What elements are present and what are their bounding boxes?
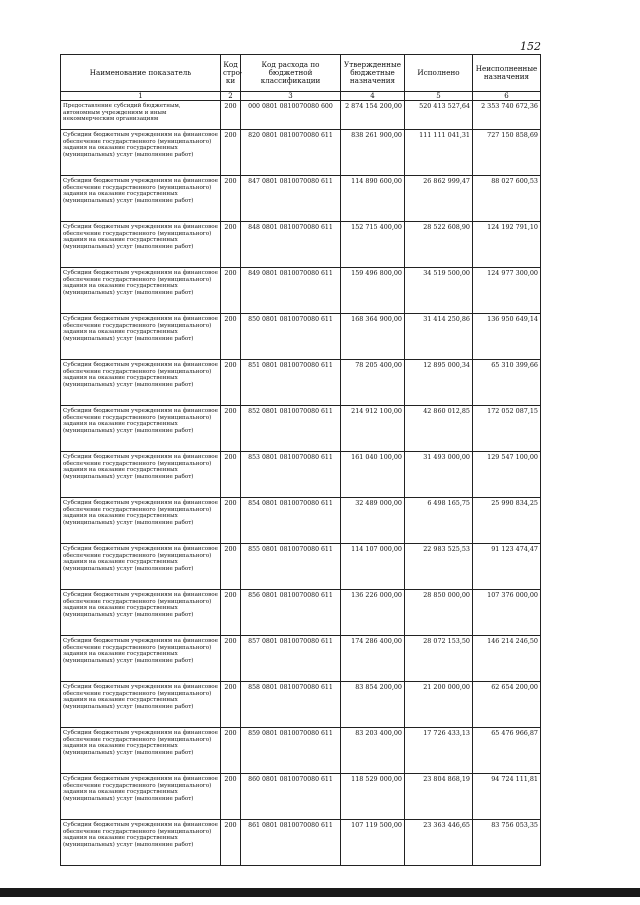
- table-row: [61, 820, 541, 866]
- row-name: Субсидии бюджетным учреждениям на финансовое обеспечение государственного (муниципального) задания на оказание государственных (муниципальных) услуг (выполнение работ): [61, 314, 221, 360]
- header-approved: Утвержденные бюджетные назначения: [341, 55, 405, 92]
- row-executed: 31 493 000,00: [405, 452, 473, 498]
- row-unexecuted: 172 052 087,15: [473, 406, 541, 452]
- row-executed: 17 726 433,13: [405, 728, 473, 774]
- row-name: Субсидии бюджетным учреждениям на финансовое обеспечение государственного (муниципального) задания на оказание государственных (муниципальных) услуг (выполнение работ): [61, 222, 221, 268]
- header-unexecuted: Неисполненные назначения: [473, 55, 541, 92]
- row-expense-code: 848 0801 0810070080 611: [241, 222, 341, 268]
- row-approved: 83 203 400,00: [341, 728, 405, 774]
- row-unexecuted: 2 353 740 672,36: [473, 101, 541, 130]
- footer-bar: [0, 888, 640, 897]
- row-line-code: 200: [221, 130, 241, 176]
- table-header-row: [61, 55, 541, 92]
- row-expense-code: 854 0801 0810070080 611: [241, 498, 341, 544]
- column-number: 6: [473, 92, 541, 101]
- row-executed: 28 522 608,90: [405, 222, 473, 268]
- column-number: 1: [61, 92, 221, 101]
- row-unexecuted: 62 654 200,00: [473, 682, 541, 728]
- row-executed: 34 519 500,00: [405, 268, 473, 314]
- row-name: Предоставление субсидий бюджетным, автономным учреждениям и иным некоммерческим организациям: [61, 101, 221, 130]
- table-row: [61, 101, 541, 130]
- table-row: [61, 222, 541, 268]
- row-line-code: 200: [221, 176, 241, 222]
- row-executed: 31 414 250,86: [405, 314, 473, 360]
- table-row: [61, 498, 541, 544]
- row-name: Субсидии бюджетным учреждениям на финансовое обеспечение государственного (муниципального) задания на оказание государственных (муниципальных) услуг (выполнение работ): [61, 130, 221, 176]
- row-expense-code: 847 0801 0810070080 611: [241, 176, 341, 222]
- row-executed: 26 862 999,47: [405, 176, 473, 222]
- row-unexecuted: 124 977 300,00: [473, 268, 541, 314]
- row-expense-code: 856 0801 0810070080 611: [241, 590, 341, 636]
- column-number: 4: [341, 92, 405, 101]
- row-expense-code: 851 0801 0810070080 611: [241, 360, 341, 406]
- row-approved: 161 040 100,00: [341, 452, 405, 498]
- row-approved: 136 226 000,00: [341, 590, 405, 636]
- row-line-code: 200: [221, 360, 241, 406]
- row-line-code: 200: [221, 590, 241, 636]
- row-approved: 83 854 200,00: [341, 682, 405, 728]
- table-row: [61, 590, 541, 636]
- row-line-code: 200: [221, 636, 241, 682]
- header-indicator-name: Наименование показатель: [61, 55, 221, 92]
- row-approved: 159 496 800,00: [341, 268, 405, 314]
- table-row: [61, 130, 541, 176]
- row-unexecuted: 83 756 053,35: [473, 820, 541, 866]
- row-unexecuted: 65 476 966,87: [473, 728, 541, 774]
- row-executed: 111 111 041,31: [405, 130, 473, 176]
- row-line-code: 200: [221, 728, 241, 774]
- row-name: Субсидии бюджетным учреждениям на финансовое обеспечение государственного (муниципального) задания на оказание государственных (муниципальных) услуг (выполнение работ): [61, 360, 221, 406]
- row-executed: 42 860 012,85: [405, 406, 473, 452]
- row-line-code: 200: [221, 268, 241, 314]
- row-unexecuted: 107 376 000,00: [473, 590, 541, 636]
- row-approved: 32 489 000,00: [341, 498, 405, 544]
- row-name: Субсидии бюджетным учреждениям на финансовое обеспечение государственного (муниципального) задания на оказание государственных (муниципальных) услуг (выполнение работ): [61, 406, 221, 452]
- table-row: [61, 176, 541, 222]
- row-unexecuted: 129 547 100,00: [473, 452, 541, 498]
- row-expense-code: 852 0801 0810070080 611: [241, 406, 341, 452]
- row-unexecuted: 124 192 791,10: [473, 222, 541, 268]
- row-line-code: 200: [221, 498, 241, 544]
- row-unexecuted: 65 310 399,66: [473, 360, 541, 406]
- row-approved: 107 119 500,00: [341, 820, 405, 866]
- table-row: [61, 314, 541, 360]
- table-row: [61, 544, 541, 590]
- row-approved: 214 912 100,00: [341, 406, 405, 452]
- row-line-code: 200: [221, 544, 241, 590]
- row-line-code: 200: [221, 314, 241, 360]
- row-name: Субсидии бюджетным учреждениям на финансовое обеспечение государственного (муниципального) задания на оказание государственных (муниципальных) услуг (выполнение работ): [61, 728, 221, 774]
- row-name: Субсидии бюджетным учреждениям на финансовое обеспечение государственного (муниципального) задания на оказание государственных (муниципальных) услуг (выполнение работ): [61, 176, 221, 222]
- row-unexecuted: 136 950 649,14: [473, 314, 541, 360]
- row-approved: 168 364 900,00: [341, 314, 405, 360]
- header-line-code: Код стро-ки: [221, 55, 241, 92]
- table-row: [61, 268, 541, 314]
- row-executed: 21 200 000,00: [405, 682, 473, 728]
- row-name: Субсидии бюджетным учреждениям на финансовое обеспечение государственного (муниципального) задания на оказание государственных (муниципальных) услуг (выполнение работ): [61, 544, 221, 590]
- row-executed: 28 072 153,50: [405, 636, 473, 682]
- row-approved: 118 529 000,00: [341, 774, 405, 820]
- row-executed: 28 850 000,00: [405, 590, 473, 636]
- row-expense-code: 861 0801 0810070080 611: [241, 820, 341, 866]
- row-executed: 6 498 165,75: [405, 498, 473, 544]
- row-unexecuted: 94 724 111,81: [473, 774, 541, 820]
- row-expense-code: 000 0801 0810070080 600: [241, 101, 341, 130]
- row-name: Субсидии бюджетным учреждениям на финансовое обеспечение государственного (муниципального) задания на оказание государственных (муниципальных) услуг (выполнение работ): [61, 820, 221, 866]
- row-unexecuted: 25 990 834,25: [473, 498, 541, 544]
- row-line-code: 200: [221, 406, 241, 452]
- row-unexecuted: 91 123 474,47: [473, 544, 541, 590]
- row-expense-code: 850 0801 0810070080 611: [241, 314, 341, 360]
- row-executed: 12 895 000,34: [405, 360, 473, 406]
- row-expense-code: 858 0801 0810070080 611: [241, 682, 341, 728]
- row-approved: 2 874 154 200,00: [341, 101, 405, 130]
- row-approved: 78 205 400,00: [341, 360, 405, 406]
- column-number-row: [61, 92, 541, 101]
- row-name: Субсидии бюджетным учреждениям на финансовое обеспечение государственного (муниципального) задания на оказание государственных (муниципальных) услуг (выполнение работ): [61, 590, 221, 636]
- row-unexecuted: 727 150 858,69: [473, 130, 541, 176]
- row-line-code: 200: [221, 820, 241, 866]
- row-approved: 838 261 900,00: [341, 130, 405, 176]
- row-name: Субсидии бюджетным учреждениям на финансовое обеспечение государственного (муниципального) задания на оказание государственных (муниципальных) услуг (выполнение работ): [61, 682, 221, 728]
- row-executed: 520 413 527,64: [405, 101, 473, 130]
- row-executed: 23 363 446,65: [405, 820, 473, 866]
- header-executed: Исполнено: [405, 55, 473, 92]
- page-number: 152: [520, 40, 541, 53]
- table-row: [61, 682, 541, 728]
- row-line-code: 200: [221, 452, 241, 498]
- row-approved: 114 890 600,00: [341, 176, 405, 222]
- row-line-code: 200: [221, 222, 241, 268]
- row-expense-code: 855 0801 0810070080 611: [241, 544, 341, 590]
- row-line-code: 200: [221, 774, 241, 820]
- header-expense-code: Код расхода по бюджетной классификации: [241, 55, 341, 92]
- row-name: Субсидии бюджетным учреждениям на финансовое обеспечение государственного (муниципального) задания на оказание государственных (муниципальных) услуг (выполнение работ): [61, 636, 221, 682]
- row-name: Субсидии бюджетным учреждениям на финансовое обеспечение государственного (муниципального) задания на оказание государственных (муниципальных) услуг (выполнение работ): [61, 498, 221, 544]
- column-number: 3: [241, 92, 341, 101]
- column-number: 2: [221, 92, 241, 101]
- column-number: 5: [405, 92, 473, 101]
- row-expense-code: 860 0801 0810070080 611: [241, 774, 341, 820]
- table-row: [61, 774, 541, 820]
- table-row: [61, 452, 541, 498]
- row-executed: 22 983 525,53: [405, 544, 473, 590]
- row-approved: 174 286 400,00: [341, 636, 405, 682]
- row-unexecuted: 146 214 246,50: [473, 636, 541, 682]
- table-row: [61, 406, 541, 452]
- table-row: [61, 360, 541, 406]
- row-line-code: 200: [221, 101, 241, 130]
- row-line-code: 200: [221, 682, 241, 728]
- table-row: [61, 636, 541, 682]
- row-name: Субсидии бюджетным учреждениям на финансовое обеспечение государственного (муниципального) задания на оказание государственных (муниципальных) услуг (выполнение работ): [61, 774, 221, 820]
- row-name: Субсидии бюджетным учреждениям на финансовое обеспечение государственного (муниципального) задания на оказание государственных (муниципальных) услуг (выполнение работ): [61, 452, 221, 498]
- row-expense-code: 849 0801 0810070080 611: [241, 268, 341, 314]
- budget-execution-table: [60, 54, 541, 866]
- row-approved: 152 715 400,00: [341, 222, 405, 268]
- row-expense-code: 857 0801 0810070080 611: [241, 636, 341, 682]
- row-expense-code: 820 0801 0810070080 611: [241, 130, 341, 176]
- row-expense-code: 859 0801 0810070080 611: [241, 728, 341, 774]
- row-name: Субсидии бюджетным учреждениям на финансовое обеспечение государственного (муниципального) задания на оказание государственных (муниципальных) услуг (выполнение работ): [61, 268, 221, 314]
- row-approved: 114 107 000,00: [341, 544, 405, 590]
- row-expense-code: 853 0801 0810070080 611: [241, 452, 341, 498]
- row-executed: 23 804 868,19: [405, 774, 473, 820]
- row-unexecuted: 88 027 600,53: [473, 176, 541, 222]
- table-row: [61, 728, 541, 774]
